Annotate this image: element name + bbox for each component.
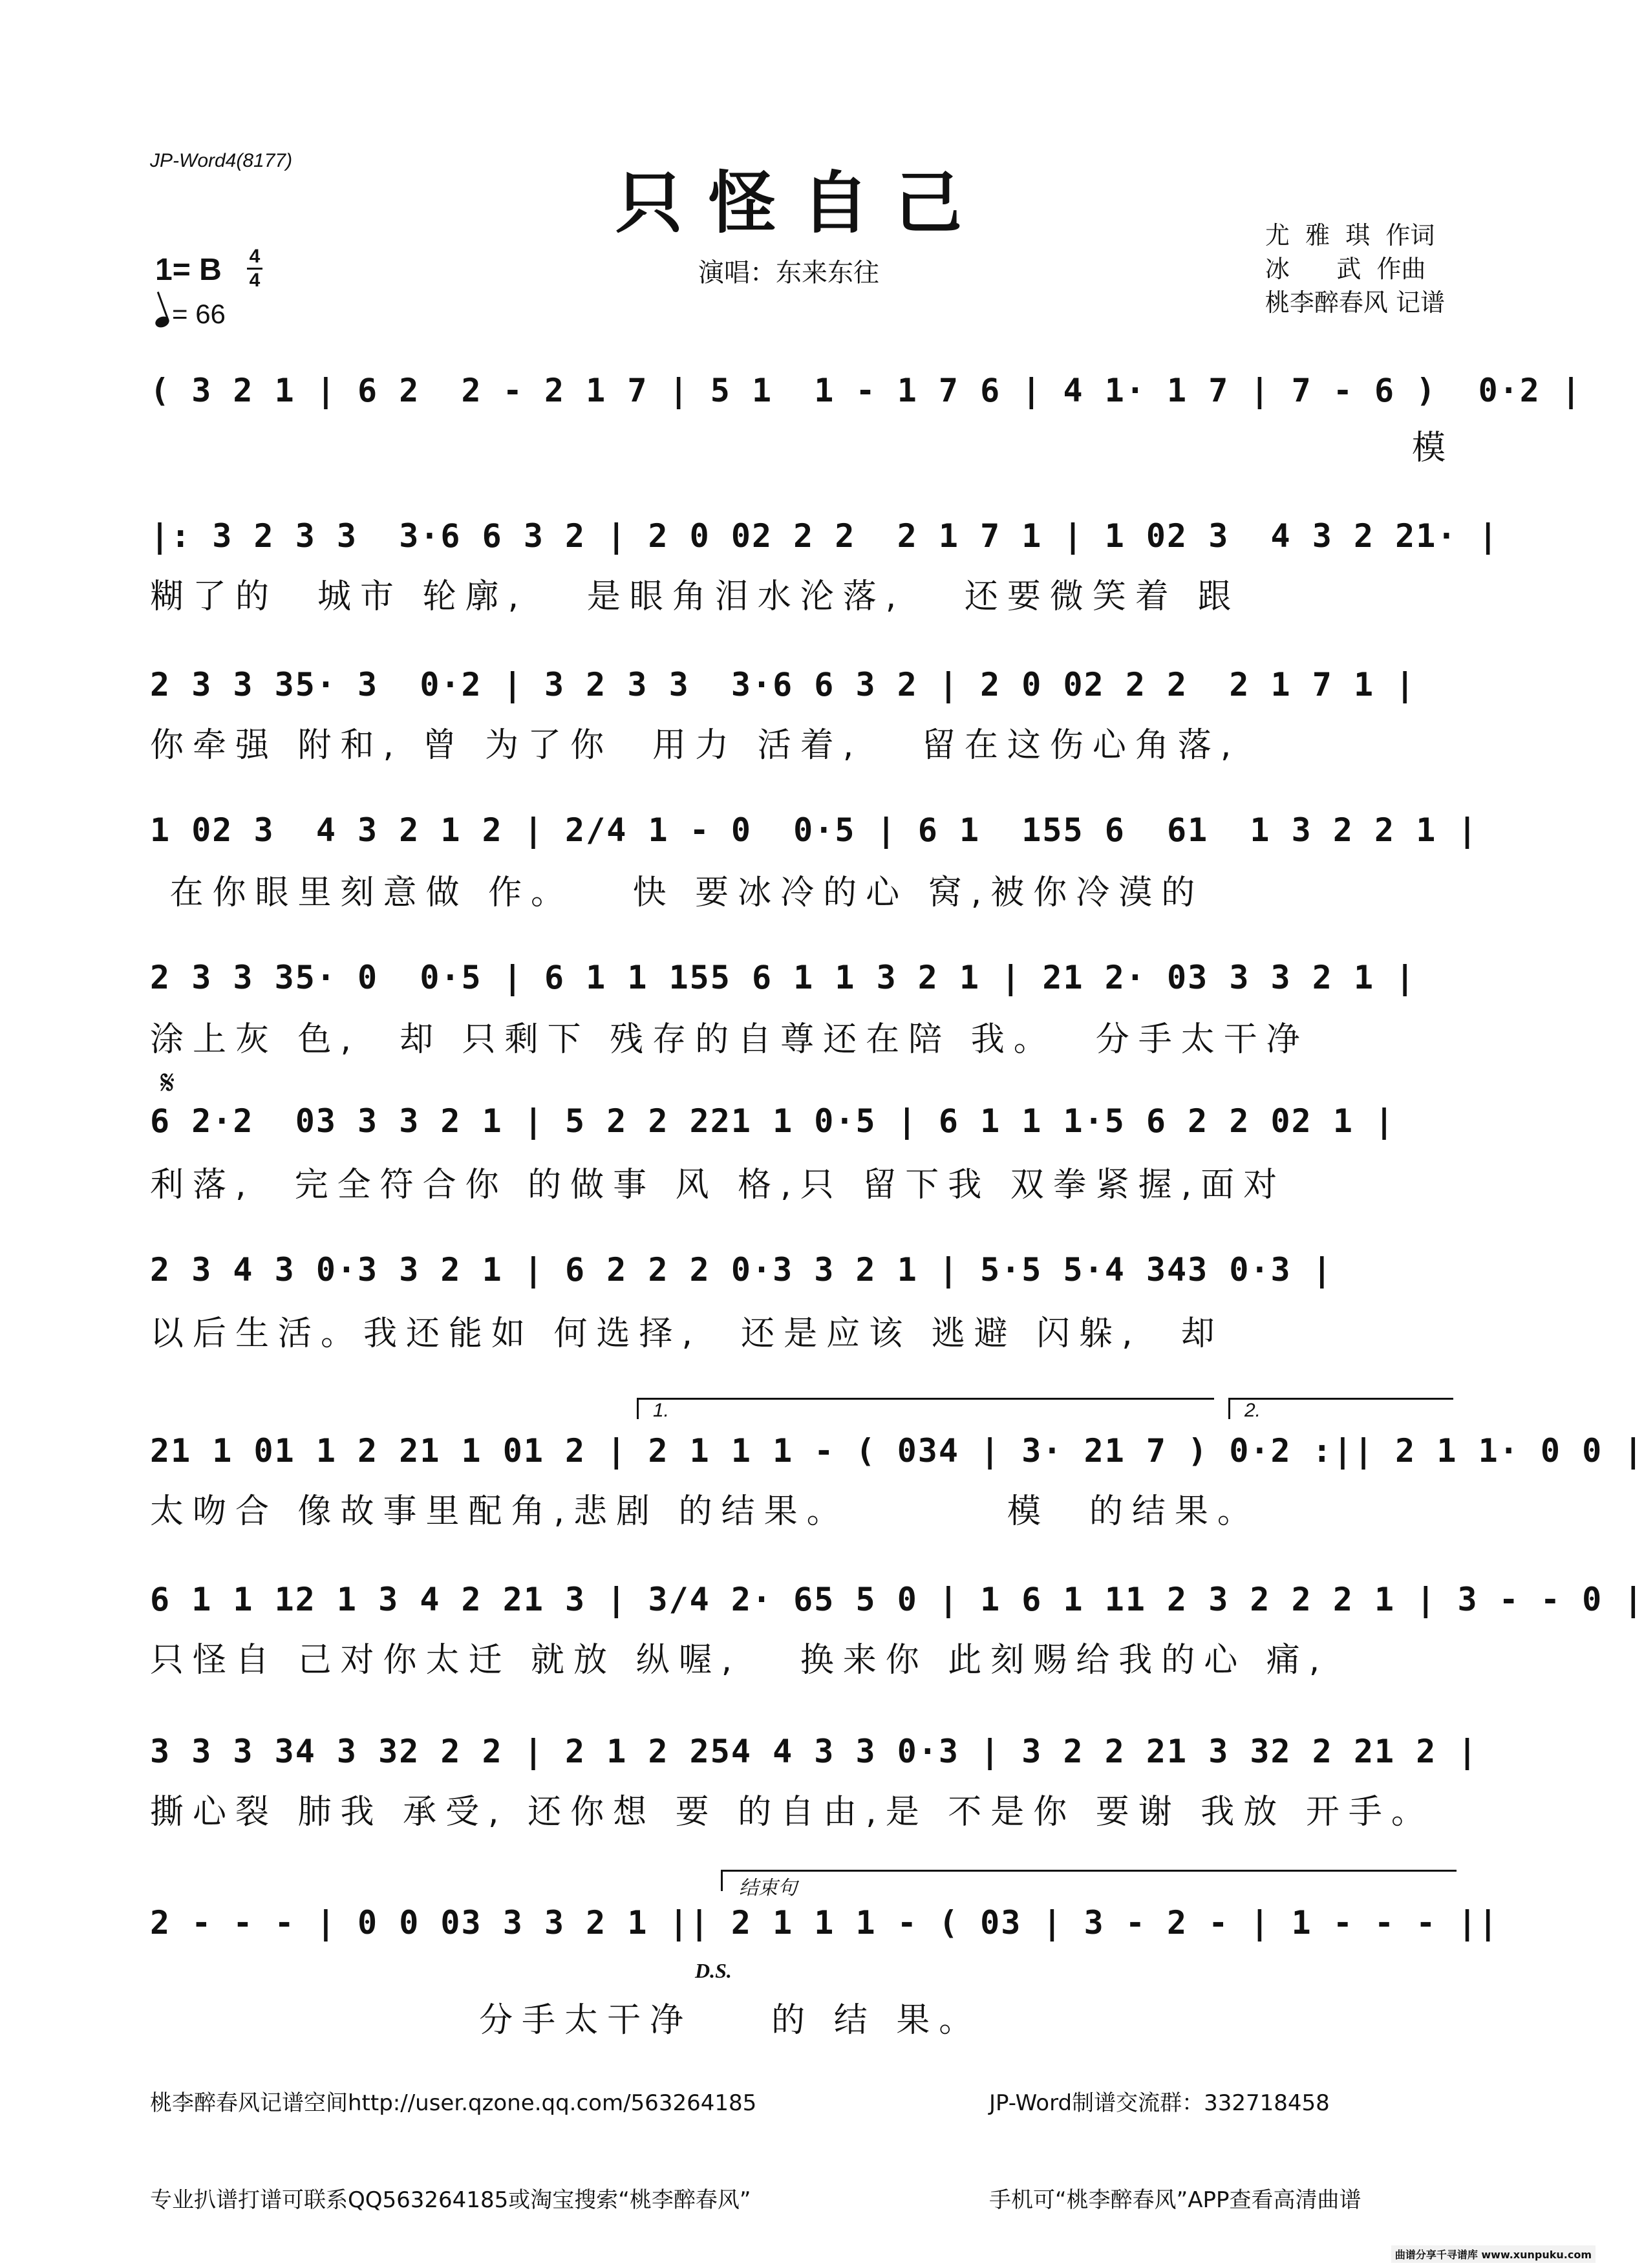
tempo-marking bbox=[155, 299, 226, 330]
site-watermark: 曲谱分享千寻谱库 www.xunpuku.com bbox=[1391, 2245, 1596, 2263]
first-ending-bracket bbox=[637, 1398, 1214, 1419]
notation-line-3: 2 3 3 35· 3 0·2 | 3 2 3 3 3·6 6 3 2 | 2 0 02 2 2 2 1 7 1 | bbox=[150, 666, 1416, 703]
time-signature-bottom: 4 bbox=[249, 270, 261, 291]
lyricist: 尤 雅 琪 作词 bbox=[1265, 221, 1435, 250]
tempo-value: = 66 bbox=[172, 299, 226, 329]
footer-left bbox=[150, 2022, 756, 2249]
notation-line-5: 2 3 3 35· 0 0·5 | 6 1 1 155 6 1 1 3 2 1 | 21 2· 03 3 3 2 1 | bbox=[150, 959, 1416, 996]
quarter-note-icon bbox=[154, 315, 171, 330]
lyric-line-11-text: 分手太干净 的 结 果。 bbox=[479, 2001, 982, 2040]
notation-line-7: 2 3 4 3 0·3 3 2 1 | 6 2 2 2 0·3 3 2 1 | 5·5 5·4 343 0·3 | bbox=[150, 1251, 1333, 1289]
notation-line-9: 6 1 1 12 1 3 4 2 21 3 | 3/4 2· 65 5 0 | 1 6 1 11 2 3 2 2 2 1 | 3 - - 0 | bbox=[150, 1581, 1644, 1618]
segno-sign: 𝄋 bbox=[160, 1064, 175, 1102]
footer-app: 手机可“桃李醉春风”APP查看高清曲谱 bbox=[989, 2187, 1361, 2213]
lyric-line-1: 模 bbox=[1411, 429, 1455, 467]
time-signature-top: 4 bbox=[249, 246, 261, 267]
footer-right bbox=[989, 2022, 1361, 2249]
coda-label: 结束句 bbox=[739, 1878, 797, 1899]
second-ending-bracket bbox=[1228, 1398, 1453, 1419]
time-signature bbox=[247, 246, 262, 292]
key-signature: 1= B bbox=[155, 253, 222, 287]
lyric-line-5: 涂上灰 色, 却 只剩下 残存的自尊还在陪 我。 分手太干净 bbox=[150, 1020, 1309, 1059]
lyric-line-7: 以后生活。我还能如 何选择, 还是应该 逃避 闪躲, 却 bbox=[150, 1314, 1224, 1353]
lyric-line-9: 只怪自 己对你太迁 就放 纵喔, 换来你 此刻赐给我的心 痛, bbox=[150, 1641, 1329, 1680]
ds-marking: D.S. bbox=[695, 1959, 732, 1982]
notation-line-2: |: 3 2 3 3 3·6 6 3 2 | 2 0 02 2 2 2 1 7 1 | 1 02 3 4 3 2 21· | bbox=[150, 517, 1499, 555]
notation-line-6: 6 2·2 03 3 3 2 1 | 5 2 2 221 1 0·5 | 6 1 1 1·5 6 2 2 02 1 | bbox=[150, 1102, 1396, 1140]
notation-line-4: 1 02 3 4 3 2 1 2 | 2/4 1 - 0 0·5 | 6 1 155 6 61 1 3 2 2 1 | bbox=[150, 811, 1479, 849]
lyric-line-2: 糊了的 城市 轮廓, 是眼角泪水沦落, 还要微笑着 跟 bbox=[150, 577, 1241, 616]
notation-line-1: ( 3 2 1 | 6 2 2 - 2 1 7 | 5 1 1 - 1 7 6 | 4 1· 1 7 | 7 - 6 ) 0·2 | bbox=[150, 372, 1583, 409]
lyric-line-8: 太吻合 像故事里配角,悲剧 的结果。 模 的结果。 bbox=[150, 1492, 1260, 1531]
notation-line-10: 3 3 3 34 3 32 2 2 | 2 1 2 254 4 3 3 0·3 | 3 2 2 21 3 32 2 21 2 | bbox=[150, 1733, 1479, 1770]
software-version: JP-Word4(8177) bbox=[150, 150, 293, 171]
lyric-line-3: 你牵强 附和, 曾 为了你 用力 活着, 留在这伤心角落, bbox=[150, 726, 1241, 765]
coda-bracket bbox=[721, 1870, 1457, 1899]
second-ending-label: 2. bbox=[1244, 1400, 1261, 1421]
lyric-line-10: 撕心裂 肺我 承受, 还你想 要 的自由,是 不是你 要谢 我放 开手。 bbox=[150, 1793, 1434, 1832]
composer: 冰 武 作曲 bbox=[1265, 255, 1426, 283]
song-title: 只怪自己 bbox=[615, 163, 988, 242]
footer-contact: 专业扒谱打谱可联系QQ563264185或淘宝搜索“桃李醉春风” bbox=[150, 2187, 751, 2213]
notation-line-8: 21 1 01 1 2 21 1 01 2 | 2 1 1 1 - ( 034 | 3· 21 7 ) 0·2 :|| 2 1 1· 0 0 | bbox=[150, 1432, 1644, 1470]
first-ending-label: 1. bbox=[653, 1400, 670, 1421]
transcriber: 桃李醉春风 记谱 bbox=[1265, 288, 1445, 317]
lyric-line-4: 在你眼里刻意做 作。 快 要冰冷的心 窝,被你冷漠的 bbox=[150, 873, 1204, 912]
singer: 演唱：东来东往 bbox=[698, 258, 879, 288]
credits bbox=[1265, 219, 1445, 319]
footer-qzone-link[interactable]: 桃李醉春风记谱空间http://user.qzone.qq.com/563264185 bbox=[150, 2090, 757, 2116]
lyric-line-6: 利落, 完全符合你 的做事 风 格,只 留下我 双拳紧握,面对 bbox=[150, 1166, 1286, 1204]
notation-line-11: 2 - - - | 0 0 03 3 3 2 1 || 2 1 1 1 - ( 03 | 3 - 2 - | 1 - - - || bbox=[150, 1904, 1499, 1942]
footer-group: JP-Word制谱交流群：332718458 bbox=[989, 2090, 1330, 2116]
